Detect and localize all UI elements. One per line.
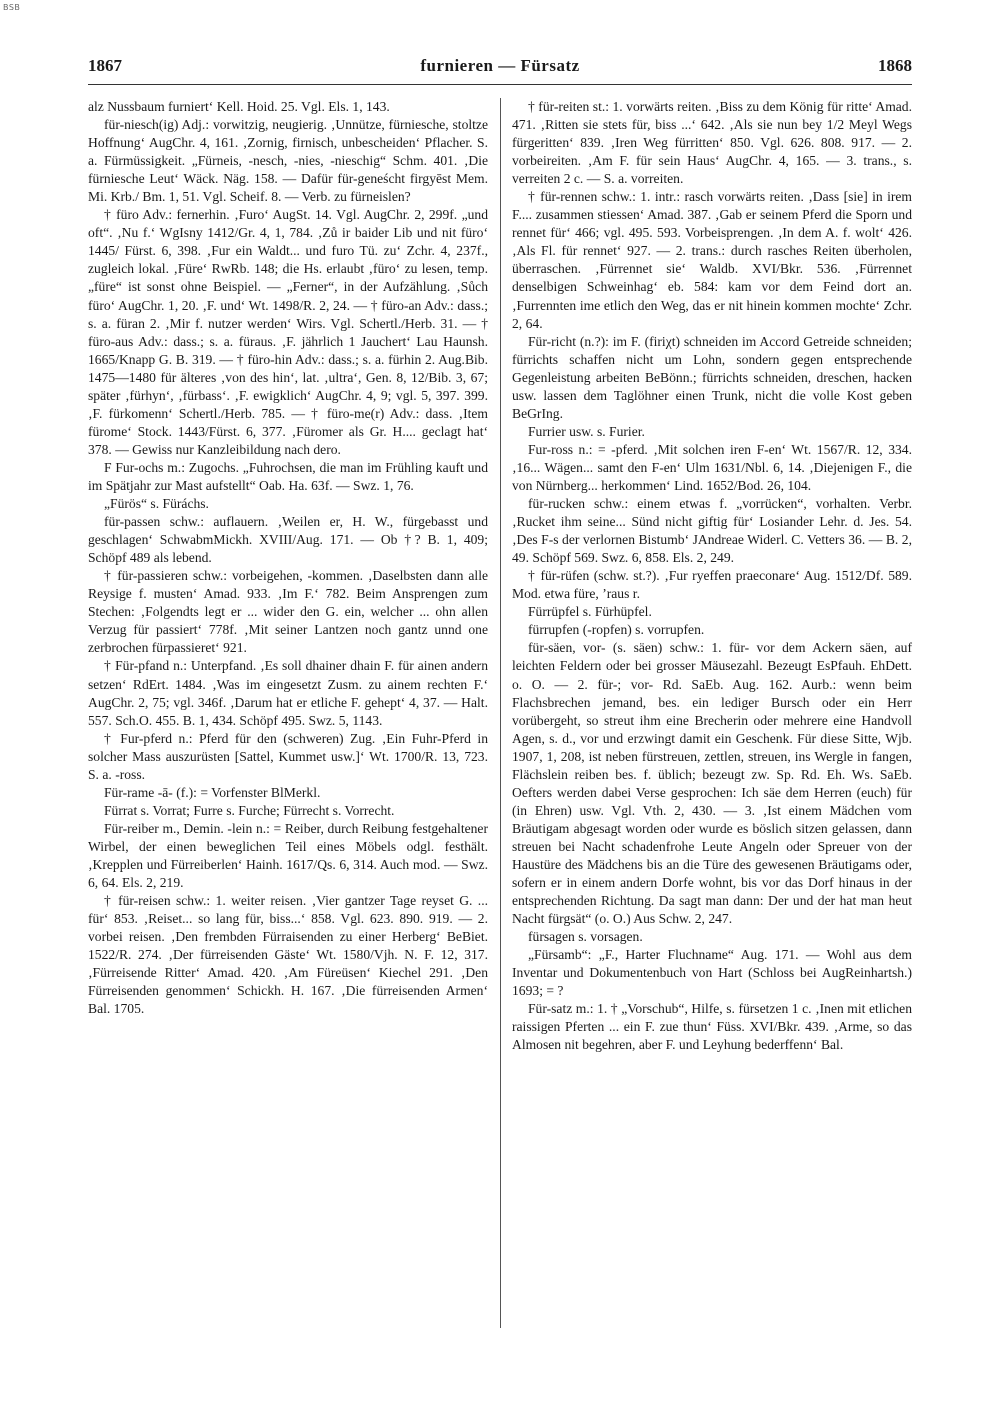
entry-paragraph: † für-passieren schw.: vorbeigehen, -kommen. ‚Daselbsten dann alle Reysige f. musten‘ Amad. 933. ‚Im F.‘ 782. Beim Ansprengen zum Stechen: ‚Folgendts legt er ... wider den G. ein, welcher ... ohn allen Verzug für passiert‘ 778f. ‚Mit seiner Lantzen noch gantz unnd one zerbrochen fürpassieret‘ 921.	[88, 568, 488, 656]
entry-paragraph: Für-richt (n.?): im F. (firiχt) schneiden im Accord Getreide schneiden; fürrichts schaffen nicht um Lohn, sondern gegen entsprechende Gegenleistung arbeiten BeBönn.; fürrichts schneiden, dreschen, hacken usw. lassen dem Taglöhner einen Trunk, nicht die volle Kost geben BeGrIng.	[512, 333, 912, 421]
library-stamp: BSB	[3, 3, 21, 12]
entry-paragraph: für-säen, vor- (s. säen) schw.: 1. für- vor dem Ackern säen, auf leichten Feldern oder bei grosser Mäusezahl. Bezeugt EsPfauh. EhDett. o. O. — 2. für-; vor- Rd. SaEb. Aug. 162. Aurb.: wenn beim Flachsbrechen jemand, bes. ein lediger Bursch oder ein Herr vorübergeht, so streut ihm eine Brecherin oder mehrere eine Handvoll Agen, s. d., vor und erzwingt damit ein Geschenk. Für diese Sitte, Wjb. 1907, 1, 208, ist neben fürstreuen, zettlen, streuen, ins Wergle in fangen, Flächslein reiben bes. f. üblich; bezeugt zw. Sp. Rd. Eh. Ws. SaEb. Oefters werden dabei Verse gesprochen: Ich säe dem Herren (euch) für (in Ehren) usw. Vgl. Vth. 2, 430. — 3. ‚Ist einem Mädchen vom Bräutigam abgesagt worden oder wurde es böslich sitzen gelassen, dann streuen bei Nacht schadenfrohe Leute Angeln oder Spreuer von der Haustüre des Mädchens bis an die Türe des gewesenen Bräutigams oder, sofern er in einem andern Dorfe wohnt, bis vor das Dorf hinaus in der entsprechenden Richtung. Da sagt man dann: Der und der hat man heut Nacht fürgsät“ (o. O.) Aus Schw. 2, 247.	[512, 640, 912, 927]
entry-paragraph: Furrier usw. s. Furier.	[528, 423, 645, 439]
entry-paragraph: F Fur-ochs m.: Zugochs. „Fuhrochsen, die man im Frühling kauft und im Spätjahr zur Mast aufstellt“ Oab. Ha. 63f. — Swz. 1, 76.	[88, 459, 488, 493]
entry-paragraph: für-rucken schw.: einem etwas f. „vorrücken“, vorhalten. Verbr. ‚Rucket ihm seine... Sünd nicht giftig für‘ Losiander Lehr. d. Jes. 54. ‚Des F-s der verlornen Bistumb‘ JAndreae Widerl. C. Vetters 36. — B. 2, 49. Schöpf 569. Swz. 6, 858. Els. 2, 249.	[512, 496, 912, 566]
entry-paragraph: fürrupfen (-ropfen) s. vorrupfen.	[528, 622, 705, 638]
entry-paragraph: † für-rüfen (schw. st.?). ‚Fur ryeffen praeconare‘ Aug. 1512/Df. 589. Mod. etwa füre, ’raus r.	[512, 568, 912, 602]
header-rule	[88, 84, 912, 85]
entry-paragraph: Für-satz m.: 1. † „Vorschub“, Hilfe, s. fürsetzen 1 c. ‚Inen mit etlichen raissigen Pferten ... ein F. zue thun‘ Füss. XVI/Bkr. 439. ‚Arme, so das Almosen nit begehren, aber F. und Leyhung bederffenn‘ Bal.	[512, 1001, 912, 1053]
entry-paragraph: † füro Adv.: fernerhin. ‚Furo‘ AugSt. 14. Vgl. AugChr. 2, 299f. „und oft“. ‚Nu f.‘ WgIsny 1412/Gr. 4, 1, 784. ‚Zů ir baider Lib und nit füro‘ 1445/ Fürst. 6, 398. ‚Fur ein Waldt... und furo Tü. zu‘ Zchr. 4, 237f., zugleich lokal. ‚Füre‘ RwRb. 148; die Hs. erlaubt ‚füro‘ zu lesen, temp. „füre“ ist sonst ohne Beispiel. — „Ferner“, in der Aufzählung. ‚Sůch füro‘ AugChr. 1, 20. ‚F. und‘ Wt. 1498/R. 2, 24. — † füro-an Adv.: dass.; s. a. füran 2. ‚Mir f. nutzer werden‘ Wirs. Vgl. Schertl./Herb. 31. — † füro-aus Adv.: dass.; s. a. füraus. ‚F. jährlich 1 Jauchert‘ Lau Haunsh. 1665/Knapp G. B. 319. — † füro-hin Adv.: dass.; s. a. fürhin 2. Aug.Bib. 1475—1480 für älteres ‚von des hin‘, lat. ‚ultra‘, Gen. 8, 12/Bib. 3, 67; später ‚fürhyn‘, ‚fürbass‘. ‚F. ewigklich‘ AugChr. 4, 9; vgl. 5, 397. 399. ‚F. fürkomenn‘ Schertl./Herb. 785. — † füro-me(r) Adv.: dass. ‚Item fürome‘ Stock. 1443/Fürst. 6, 377. ‚Füromer als Gr. H.... geclagt hat‘ 378. — Gewiss nur Kanzleibildung nach dero.	[88, 207, 488, 457]
running-title: furnieren — Fürsatz	[420, 56, 580, 75]
column-separator	[500, 98, 501, 1328]
entry-paragraph: † Für-pfand n.: Unterpfand. ‚Es soll dhainer dhain F. für ainen andern setzen‘ RdErt. 1484. ‚Was im eingesetzt Zusm. zu ainem rechten F.‘ AugChr. 2, 75; vgl. 346f. ‚Darum hat er etliche F. gehept‘ 4, 37. — Halt. 557. Sch.O. 455. B. 1, 434. Schöpf 495. Swz. 5, 1143.	[88, 658, 488, 728]
left-page-number: 1867	[88, 56, 122, 75]
entry-paragraph: Für-rame -ā- (f.): = Vorfenster BlMerkl.	[104, 784, 321, 800]
left-column	[88, 98, 488, 1018]
entry-paragraph: für-passen schw.: auflauern. ‚Weilen er, H. W., fürgebasst und geschlagen‘ SchwabmMickh. XVIII/Aug. 171. — Ob †? B. 1, 409; Schöpf 489 als lebend.	[88, 514, 488, 566]
entry-paragraph: Fürrüpfel s. Fürhüpfel.	[528, 604, 652, 620]
entry-paragraph: † für-rennen schw.: 1. intr.: rasch vorwärts reiten. ‚Dass [sie] in irem F.... zusammen stiessen‘ Amad. 387. ‚Gab er seinem Pferd die Sporn und rennet für‘ 466; vgl. 495. 593. Vorbeisprengen. ‚In dem A. f. wolt‘ 426. ‚Als Fl. für rennet‘ 927. — 2. trans.: durch rasches Reiten überholen, überraschen. ‚Fürrennet sie‘ Waldb. XVI/Bkr. 536. ‚Fürrennet denselbigen Schweinhag‘ eb. 584: kam vor dem Feind dort an. ‚Furrennten ime etlich den Weg, das er nit hinein kommen mochte‘ Zchr. 2, 64.	[512, 189, 912, 331]
entry-paragraph: † Fur-pferd n.: Pferd für den (schweren) Zug. ‚Ein Fuhr-Pferd in solcher Mass auszurüsten [Sattel, Kummet usw.]‘ Wt. 1700/R. 13, 723. S. a. -ross.	[88, 730, 488, 782]
right-page-number: 1868	[878, 56, 912, 75]
entry-paragraph: fürsagen s. vorsagen.	[528, 929, 643, 945]
entry-paragraph: „Fürsamb“: „F., Harter Fluchname“ Aug. 171. — Wohl aus dem Inventar und Dokumentenbuch von Hart (Schloss bei AugReinhartsh.) 1693; = ?	[512, 947, 912, 999]
right-column	[512, 98, 912, 1054]
entry-paragraph: Für-reiber m., Demin. -lein n.: = Reiber, durch Reibung festgehaltener Wirbel, der einen beweglichen Teil eines Möbels odgl. festhält. ‚Krepplen und Fürreiberlen‘ Hainh. 1617/Qs. 6, 314. Auch mod. — Swz. 6, 64. Els. 2, 219.	[88, 820, 488, 891]
entry-paragraph: „Fürös“ s. Füráchs.	[104, 496, 209, 512]
entry-paragraph: alz Nussbaum furniert‘ Kell. Hoid. 25. Vgl. Els. 1, 143.	[88, 99, 390, 114]
entry-paragraph: Fürrat s. Vorrat; Furre s. Furche; Fürrecht s. Vorrecht.	[104, 802, 395, 818]
entry-paragraph: Fur-ross n.: = -pferd. ‚Mit solchen iren F-en‘ Wt. 1567/R. 12, 334. ‚16... Wägen... samt den F-en‘ Ulm 1631/Nbl. 6, 14. ‚Diejenigen F., die von Nürnberg... herkommen‘ Lind. 1652/Bod. 26, 104.	[512, 441, 912, 493]
entry-paragraph: † für-reisen schw.: 1. weiter reisen. ‚Vier gantzer Tage reyset G. ... für‘ 853. ‚Reiset... so lang für, biss...‘ 858. Vgl. 623. 890. 919. — 2. vorbei reisen. ‚Den frembden Fürraisenden zu einer Herberg‘ BeBiet. 1522/R. 274. ‚Der fürreisenden Gäste‘ Wt. 1580/Vjh. N. F. 12, 317. ‚Fürreisende Ritter‘ Amad. 420. ‚Am Füreüsen‘ Kiechel 291. ‚Den Fürreisenden genommen‘ Schickh. H. 167. ‚Die fürreisenden Armen‘ Bal. 1705.	[88, 893, 488, 1017]
page-header	[88, 56, 912, 80]
entry-paragraph: † für-reiten st.: 1. vorwärts reiten. ‚Biss zu dem König für ritte‘ Amad. 471. ‚Ritten sie stets für, biss ...‘ 642. ‚Als sie nun bey 1/2 Meyl Wegs fürgeritten‘ 839. ‚Iren Weg fürritten‘ 850. Vgl. 626. 808. 917. — 2. vorbeireiten. ‚Am F. für sein Haus‘ AugChr. 4, 165. — 3. trans., s. verreiten 2 c. — S. a. vorreiten.	[512, 99, 912, 187]
entry-paragraph: für-niesch(ig) Adj.: vorwitzig, neugierig. ‚Unnütze, fürniesche, stoltze Hoffnung‘ AugChr. 4, 161. ‚Zornig, firnisch, unbescheiden‘ Pflacher. S. a. Fürmüssigkeit. „Fürneis, -nesch, -nies, -nieschig“ Schm. 401. ‚Die fürniesche Leut‘ Wäck. Näg. 158. — Dafür für-geneścht firgyēst Mem. Mi. Krb./ Bm. 1, 51. Vgl. Scheif. 8. — Verb. zu fürneislen?	[88, 117, 488, 205]
